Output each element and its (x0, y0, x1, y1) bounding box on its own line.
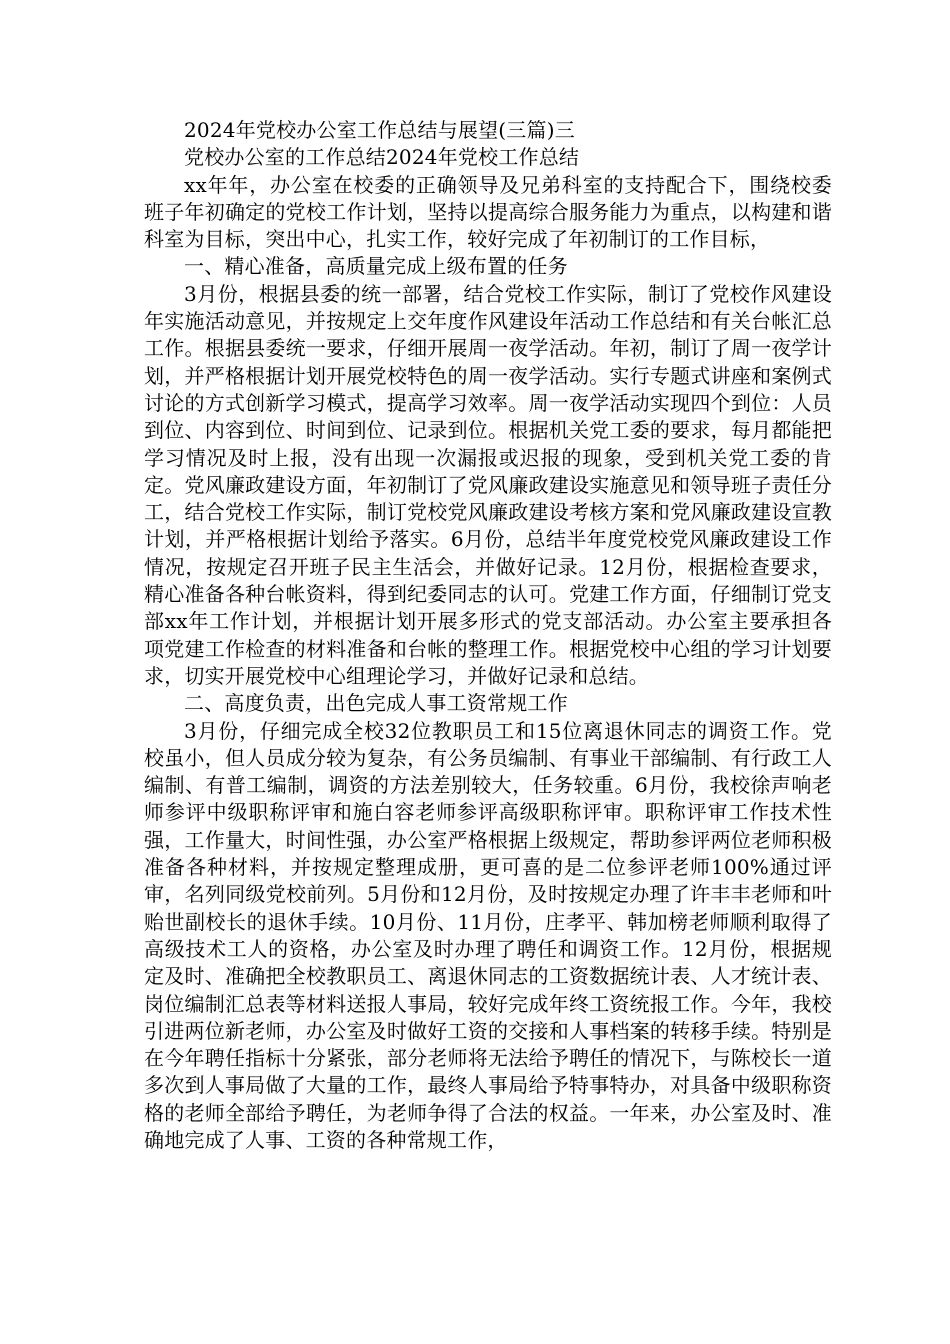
document-subtitle: 党校办公室的工作总结2024年党校工作总结 (184, 145, 580, 170)
section-heading-2: 二、高度负责，出色完成人事工资常规工作 (184, 691, 568, 716)
paragraph-section-2: 3月份，仔细完成全校32位教职员工和15位离退休同志的调资工作。党校虽小，但人员成分较为复杂，有公务员编制、有事业干部编制、有行政工人编制、有普工编制，调资的方法差别较大，任务较重。6月份，我校徐声响老师参评中级职称评审和施白容老师参评高级职称评审。职称评审工作技术性强，工作量大，时间性强，办公室严格根据上级规定，帮助参评两位老师积极准备各种材料，并按规定整理成册，更可喜的是二位参评老师100%通过评审，名列同级党校前列。5月份和12月份，及时按规定办理了许丰丰老师和叶贻世副校长的退休手续。10月份、11月份，庄孝平、韩加榜老师顺利取得了高级技术工人的资格，办公室及时办理了聘任和调资工作。12月份，根据规定及时、准确把全校教职员工、离退休同志的工资数据统计表、人才统计表、岗位编制汇总表等材料送报人事局，较好完成年终工资统报工作。今年，我校引进两位新老师，办公室及时做好工资的交接和人事档案的转移手续。特别是在今年聘任指标十分紧张，部分老师将无法给予聘任的情况下，与陈校长一道多次到人事局做了大量的工作，最终人事局给予特事特办，对具备中级职称资格的老师全部给予聘任，为老师争得了合法的权益。一年来，办公室及时、准确地完成了人事、工资的各种常规工作， (144, 718, 832, 1152)
document-title: 2024年党校办公室工作总结与展望(三篇)三 (184, 118, 575, 142)
paragraph-section-1: 3月份，根据县委的统一部署，结合党校工作实际，制订了党校作风建设年实施活动意见，并按规定上交年度作风建设年活动工作总结和有关台帐汇总工作。根据县委统一要求，仔细开展周一夜学活动。年初，制订了周一夜学计划，并严格根据计划开展党校特色的周一夜学活动。实行专题式讲座和案例式讨论的方式创新学习模式，提高学习效率。周一夜学活动实现四个到位：人员到位、内容到位、时间到位、记录到位。根据机关党工委的要求，每月都能把学习情况及时上报，没有出现一次漏报或迟报的现象，受到机关党工委的肯定。党风廉政建设方面，年初制订了党风廉政建设实施意见和领导班子责任分工，结合党校工作实际，制订党校党风廉政建设考核方案和党风廉政建设宣教计划，并严格根据计划给予落实。6月份，总结半年度党校党风廉政建设工作情况，按规定召开班子民主生活会，并做好记录。12月份，根据检查要求，精心准备各种台帐资料，得到纪委同志的认可。党建工作方面，仔细制订党支部xx年工作计划，并根据计划开展多形式的党支部活动。办公室主要承担各项党建工作检查的材料准备和台帐的整理工作。根据党校中心组的学习计划要求，切实开展党校中心组理论学习，并做好记录和总结。 (144, 281, 832, 688)
document-body (144, 117, 832, 1154)
paragraph-intro: xx年年，办公室在校委的正确领导及兄弟科室的支持配合下，围绕校委班子年初确定的党校工作计划，坚持以提高综合服务能力为重点，以构建和谐科室为目标，突出中心，扎实工作，较好完成了年初制订的工作目标， (144, 172, 832, 252)
section-heading-1: 一、精心准备，高质量完成上级布置的任务 (184, 254, 568, 279)
